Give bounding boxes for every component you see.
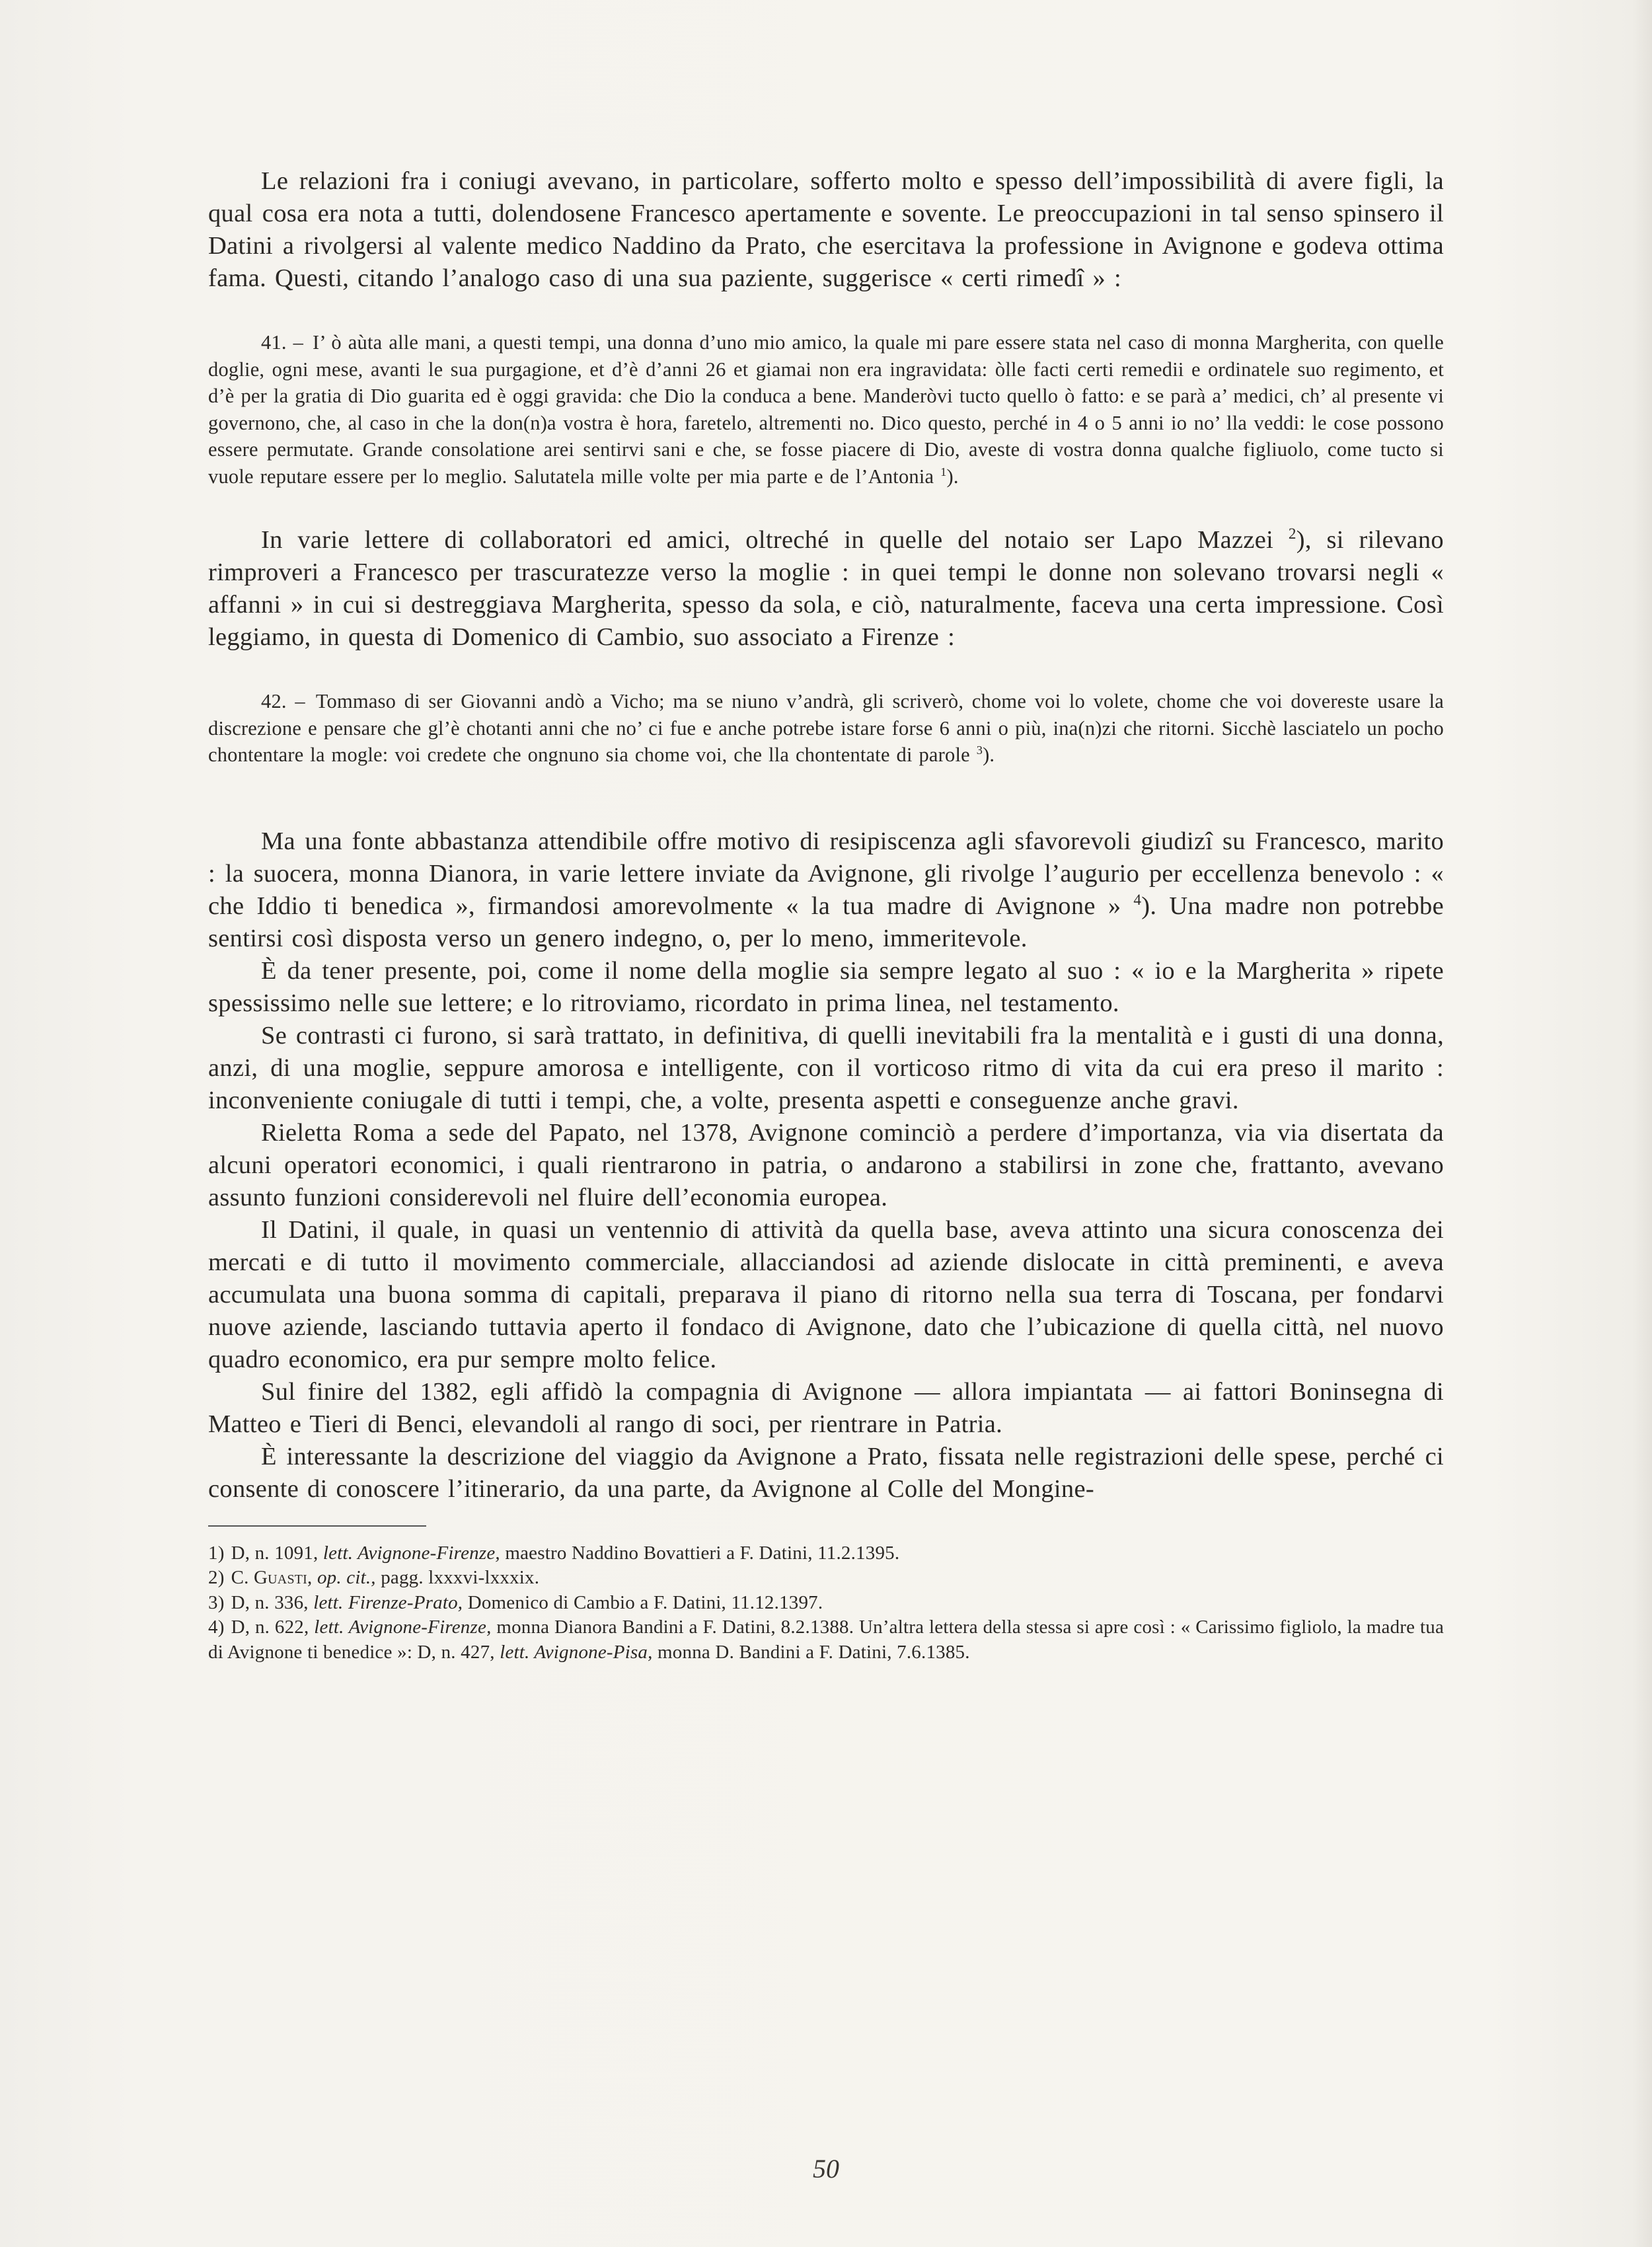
paragraph: Sul finire del 1382, egli affidò la compagnia di Avignone — allora impiantata — ai fattori Boninsegna di Matteo e Tieri di Benci, elevandoli al rango di soci, per rientrare in Patria. <box>208 1377 1444 1438</box>
paragraph-text: In varie lettere di collaboratori ed amici, oltreché in quelle del notaio ser Lapo Mazzei <box>261 526 1274 554</box>
quotation-41 <box>208 329 1444 490</box>
footnote-ref: 2 <box>1288 525 1296 543</box>
footnote-text: D, n. 1091, <box>231 1542 319 1564</box>
footnote-4 <box>208 1615 1444 1665</box>
paragraph: Se contrasti ci furono, si sarà trattato, in definitiva, di quelli inevitabili fra la mentalità e i gusti di una donna, anzi, di una moglie, seppure amorosa e intelligente, con il vorticoso ritmo di vita da cui era preso il marito : inconveniente coniugale di tutti i tempi, che, a volte, presenta aspetti e conseguenze anche gravi. <box>208 1021 1444 1114</box>
footnote-text: monna D. Bandini a F. Datini, 7.6.1385. <box>657 1641 970 1663</box>
footnote-3 <box>208 1591 1444 1616</box>
paragraph-text: ), si rilevano rimproveri a Francesco per trascuratezze verso la moglie : in quei tempi le donne non solevano trovarsi negli « affanni » in cui si destreggiava Margherita, spesso da sola, e ciò, naturalmente, faceva una certa impressione. Così leggiamo, in questa di Domenico di Cambio, suo associato a Firenze : <box>208 526 1444 651</box>
paragraph: Rieletta Roma a sede del Papato, nel 1378, Avignone cominciò a perdere d’importanza, via via disertata da alcuni operatori economici, i quali rientrarono in patria, o andarono a stabilirsi in zone che, frattanto, avevano assunto funzioni considerevoli nel fluire dell’economia europea. <box>208 1118 1444 1211</box>
paragraph: È da tener presente, poi, come il nome della moglie sia sempre legato al suo : « io e la Margherita » ripete spessissimo nelle sue lettere; e lo ritroviamo, ricordato in prima linea, nel testamento. <box>208 956 1444 1017</box>
footnote-ref: 3 <box>976 743 983 757</box>
quote-number: 42. – <box>261 690 305 712</box>
footnote-ref: 1 <box>940 465 947 478</box>
footnote-mark: 2) <box>208 1567 225 1588</box>
quote-text: Tommaso di ser Giovanni andò a Vicho; ma se niuno v’andrà, gli scriverò, chome voi lo volete, chome che voi dovereste usare la discrezione e pensare che gl’è chotanti anni che no’ ci fue e anche potrebe istare forse 6 anni o più, ina(n)zi che ritorni. Sicchè lasciatelo un pocho chontentare la mogle: voi credete che ongnuno sia chome voi, che lla chontentate di parole <box>208 690 1444 766</box>
footnote-italic: lett. Avignone-Firenze, <box>322 1542 500 1564</box>
footnote-divider <box>208 1525 426 1527</box>
footnote-italic: lett. Avignone-Firenze, <box>314 1617 492 1638</box>
paragraph-text: ). Una madre non potrebbe sentirsi così disposta verso un genero indegno, o, per lo meno, immeritevole. <box>208 892 1444 952</box>
footnote-author: Guasti, <box>254 1567 313 1588</box>
paragraph <box>208 524 1444 654</box>
paragraph: Le relazioni fra i coniugi avevano, in particolare, sofferto molto e spesso dell’impossibilità di avere figli, la qual cosa era nota a tutti, dolendosene Francesco apertamente e sovente. Le preoccupazioni in tal senso spinsero il Datini a rivolgersi al valente medico Naddino da Prato, che esercitava la professione in Avignone e godeva ottima fama. Questi, citando l’analogo caso di una sua paziente, suggerisce « certi rimedî » : <box>208 167 1444 292</box>
footnote-text: monna Dianora Bandini a F. Datini, 8.2.1388. Un’altra lettera della stessa si apre così : « Carissimo figliolo, la madre tua di Avignone ti benedice »: D, n. 427, <box>208 1617 1445 1663</box>
footnote-mark: 3) <box>208 1591 225 1613</box>
quote-end: ). <box>946 465 959 488</box>
footnote-text: C. <box>231 1567 249 1588</box>
page-number: 50 <box>813 2154 839 2184</box>
quote-number: 41. – <box>261 331 304 354</box>
quote-end: ). <box>983 743 995 766</box>
footnote-ref: 4 <box>1133 890 1142 908</box>
footnote-text: D, n. 336, <box>231 1591 309 1613</box>
footnote-text: pagg. lxxxvi-lxxxix. <box>381 1567 540 1588</box>
footnote-mark: 1) <box>208 1542 225 1564</box>
paragraph <box>208 825 1444 955</box>
footnote-mark: 4) <box>208 1617 225 1638</box>
quote-text: I’ ò aùta alle mani, a questi tempi, una donna d’uno mio amico, la quale mi pare essere stata nel caso di monna Margherita, con quelle doglie, ogni mese, avanti le sua purgagione, et d’è d’anni 26 et giamai non era ingravidata: òlle facti certi remedii e ordinatele suo regimento, et d’è per la gratia di Dio guarita ed è oggi gravida: che Dio la conduca a bene. Manderòvi tucto quello ò fatto: e se parà a’ medici, ch’ al presente vi governono, che, al caso in che la don(n)a vostra è hora, faretelo, altrementi no. Dico questo, perché in 4 o 5 anni io no’ lla veddi: le cose possono essere permutate. Grande consolatione arei sentirvi sani e che, se fosse piacere di Dio, aveste di vostra donna qualche figliuolo, come tucto si vuole reputare essere per lo meglio. Salutatela mille volte per mia parte e de l’Antonia <box>208 331 1445 488</box>
footnote-text: D, n. 622, <box>231 1617 309 1638</box>
footnote-italic: lett. Avignone-Pisa, <box>500 1641 653 1663</box>
footnote-1 <box>208 1541 1444 1566</box>
footnote-text: Domenico di Cambio a F. Datini, 11.12.1397. <box>467 1591 823 1613</box>
footnote-text: maestro Naddino Bovattieri a F. Datini, 11.2.1395. <box>505 1542 900 1564</box>
footnote-italic: op. cit., <box>317 1567 376 1588</box>
footnote-italic: lett. Firenze-Prato, <box>313 1591 463 1613</box>
paragraph: Il Datini, il quale, in quasi un ventennio di attività da quella base, aveva attinto una sicura conoscenza dei mercati e di tutto il movimento commerciale, allacciandosi ad aziende dislocate in città preminenti, e aveva accumulata una buona somma di capitali, preparava il piano di ritorno nella sua terra di Toscana, per fondarvi nuove aziende, lasciando tuttavia aperto il fondaco di Avignone, dato che l’ubicazione di quella città, nel nuovo quadro economico, era pur sempre molto felice. <box>208 1215 1444 1373</box>
paragraph-text: Ma una fonte abbastanza attendibile offre motivo di resipiscenza agli sfavorevoli giudizî su Francesco, marito : la suocera, monna Dianora, in varie lettere inviate da Avignone, gli rivolge l’augurio per eccellenza benevolo : « che Iddio ti benedica », firmandosi amorevolmente « la tua madre di Avignone » <box>208 827 1444 920</box>
text-block <box>208 165 1444 1665</box>
page-edge-shadow <box>1632 0 1652 2247</box>
footnote-2 <box>208 1566 1444 1591</box>
paragraph: È interessante la descrizione del viaggio da Avignone a Prato, fissata nelle registrazioni delle spese, perché ci consente di conoscere l’itinerario, da una parte, da Avignone al Colle del Mongine- <box>208 1442 1444 1503</box>
quotation-42 <box>208 688 1444 769</box>
